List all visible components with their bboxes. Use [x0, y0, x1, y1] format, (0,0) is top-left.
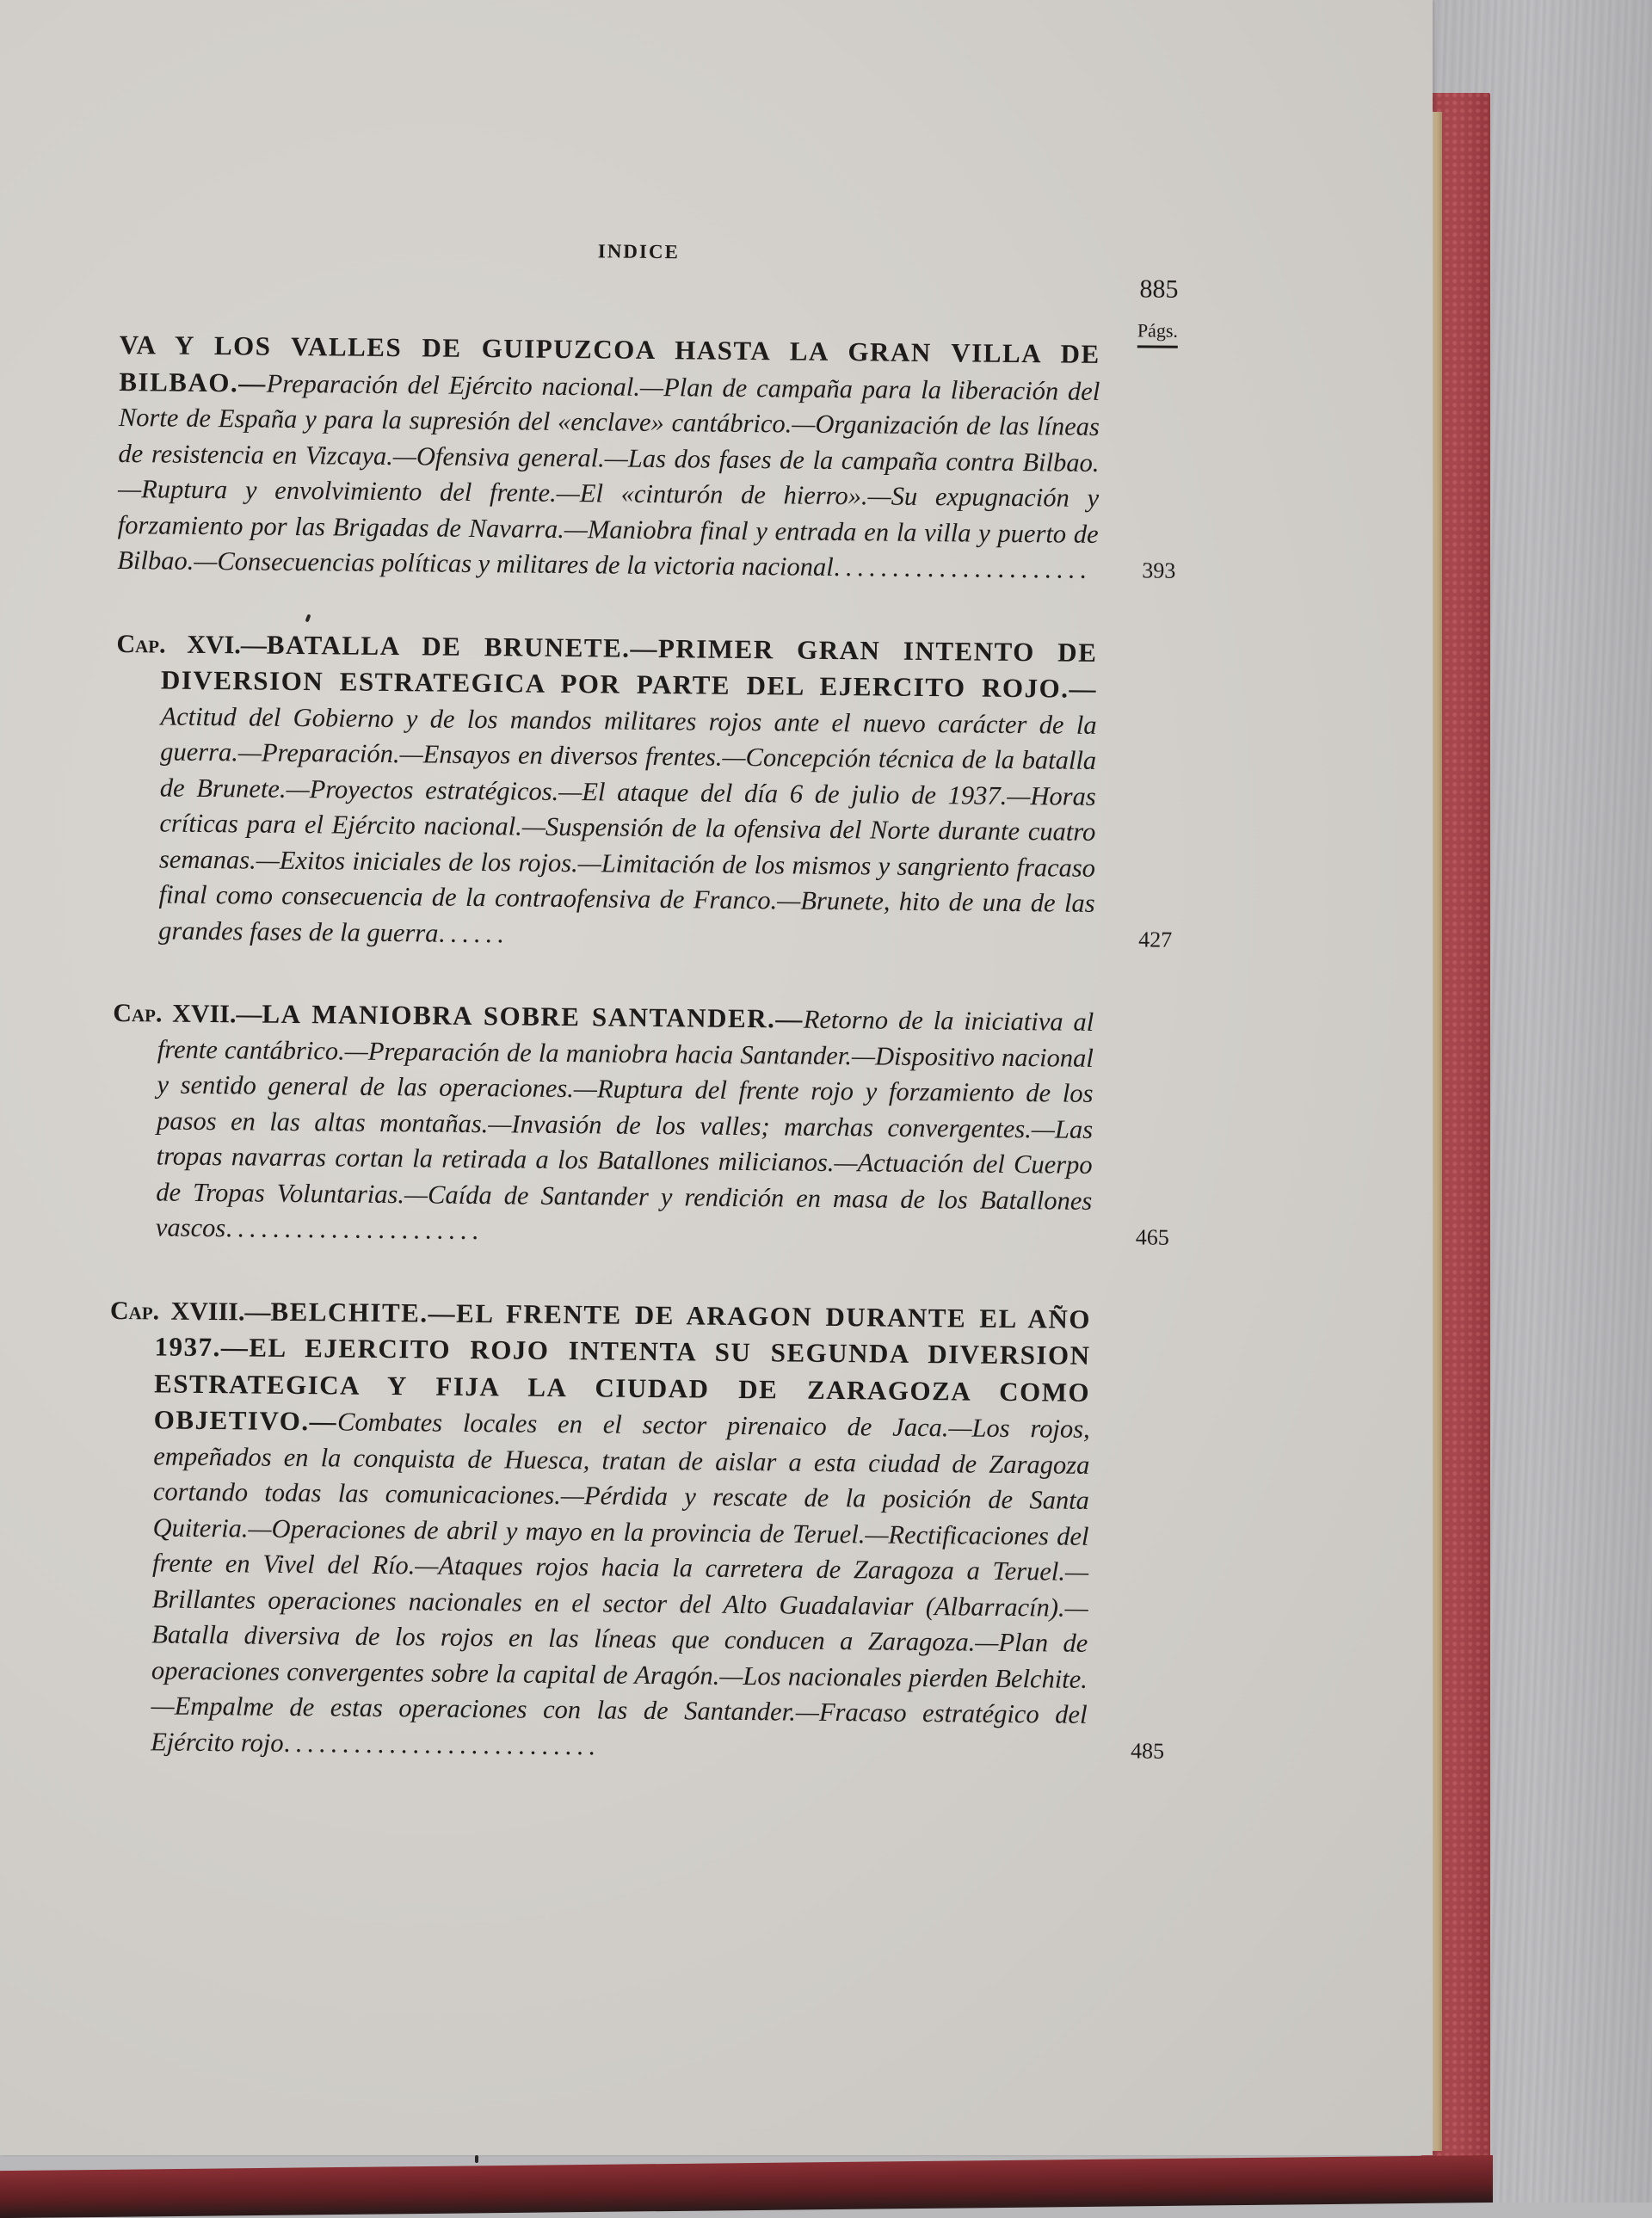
chapter-heading: LA MANIOBRA SOBRE SANTANDER.—: [262, 998, 804, 1034]
chapter-heading: VA Y LOS VALLES DE GUIPUZCOA HASTA LA GRAN VILLA DE BILBAO.—: [119, 329, 1100, 398]
dot-leader: ......................: [225, 1213, 484, 1246]
chapter-summary: Preparación del Ejército nacional.—Plan de campaña para la liberación del Norte de España y para la supresión del «enclave» cantábrico.—Organización de las líneas de resistencia en Vizcaya.—Ofensiva general.—Las dos fases de la campaña contra Bilbao.—Ruptura y envolvimiento del frente.—El «cinturón de hierro».—Su expugnación y forzamiento por las Brigadas de Navarra.—Maniobra final y entrada en la villa y puerto de Bilbao.—Consecuencias políticas y militares de la victoria nacional: [117, 368, 1100, 582]
toc-entry: [117, 327, 1178, 588]
dot-leader: ......................: [833, 551, 1092, 584]
pages-column-label: Págs.: [1137, 319, 1178, 348]
book-cover-bottom-edge: [0, 2155, 1493, 2218]
chapter-summary: Retorno de la iniciativa al frente cantábrico.—Preparación de la maniobra hacia Santander.—Dispositivo nacional y sentido general de las operaciones.—Ruptura del frente rojo y forzamiento de los pasos en las altas montañas.—Invasión de los valles; marchas convergentes.—Las tropas navarras cortan la retirada a los Batallones milicianos.—Actuación del Cuerpo de Tropas Voluntarias.—Caída de Santander y rendición en masa de los Batallones vascos: [155, 1004, 1094, 1243]
paper-speck: [475, 2155, 478, 2163]
dot-leader: ......: [438, 918, 509, 948]
toc-entry-text: [111, 995, 1094, 1254]
chapter-heading: BATALLA DE BRUNETE.—PRIMER GRAN INTENTO DE DIVERSION ESTRATEGICA POR PARTE DEL EJERCITO ROJO.—: [160, 629, 1098, 704]
chapter-summary: Combates locales en el sector pirenaico de Jaca.—Los rojos, empeñados en la conquista de Huesca, tratan de aislar a esta ciudad de Zaragoza cortando todas las comunicaciones.—Pérdida y rescate de la posición de Santa Quiteria.—Operaciones de abril y mayo en la provincia de Teruel.—Rectificaciones del frente en Vivel del Río.—Ataques rojos hacia la carretera de Zaragoza a Teruel.—Brillantes operaciones nacionales en el sector del Alto Guadalaviar (Albarracín).—Batalla diversiva de los rojos en las líneas que conducen a Zaragoza.—Plan de operaciones convergentes sobre la capital de Aragón.—Los nacionales pierden Belchite.—Empalme de estas operaciones con las de Santander.—Fracaso estratégico del Ejército rojo: [151, 1407, 1090, 1758]
dot-leader: ...........................: [283, 1728, 601, 1760]
toc-entry: [114, 625, 1175, 958]
chapter-heading: BELCHITE.—EL FRENTE DE ARAGON DURANTE EL AÑO 1937.—EL EJERCITO ROJO INTENTA SU SEGUNDA DIVERSION ESTRATEGICA Y FIJA LA CIUDAD DE ZARAGOZA COMO OBJETIVO.—: [153, 1296, 1092, 1437]
toc-page-number: 465: [1135, 1223, 1169, 1250]
toc-page-number: 427: [1138, 927, 1173, 952]
toc-entry: [111, 995, 1172, 1255]
toc-entry-text: [106, 1291, 1091, 1768]
chapter-summary: Actitud del Gobierno y de los mandos militares rojos ante el nuevo carácter de la guerra.—Preparación.—Ensayos en diversos frentes.—Concepción técnica de la batalla de Brunete.—Proyectos estratégicos.—El ataque del día 6 de julio de 1937.—Horas críticas para el Ejército nacional.—Suspensión de la ofensiva del Norte durante cuatro semanas.—Exitos iniciales de los rojos.—Limitación de los mismos y sangriento fracaso final como consecuencia de la contraofensiva de Franco.—Brunete, hito de una de las grandes fases de la guerra: [158, 700, 1097, 948]
table-of-contents: [105, 232, 1179, 1816]
page-number: 885: [1139, 274, 1179, 304]
chapter-label: Cap. XVI.—: [116, 629, 267, 660]
toc-entry-text: [117, 327, 1100, 588]
toc-entry: [106, 1291, 1168, 1769]
chapter-label: Cap. XVII.—: [113, 998, 262, 1029]
chapter-label: Cap. XVIII.—: [109, 1296, 271, 1327]
toc-page-number: 393: [1142, 557, 1176, 583]
running-header: [120, 232, 1179, 342]
toc-page-number: 485: [1130, 1738, 1165, 1764]
page-title: INDICE: [597, 240, 681, 263]
toc-entry-text: [114, 625, 1098, 957]
